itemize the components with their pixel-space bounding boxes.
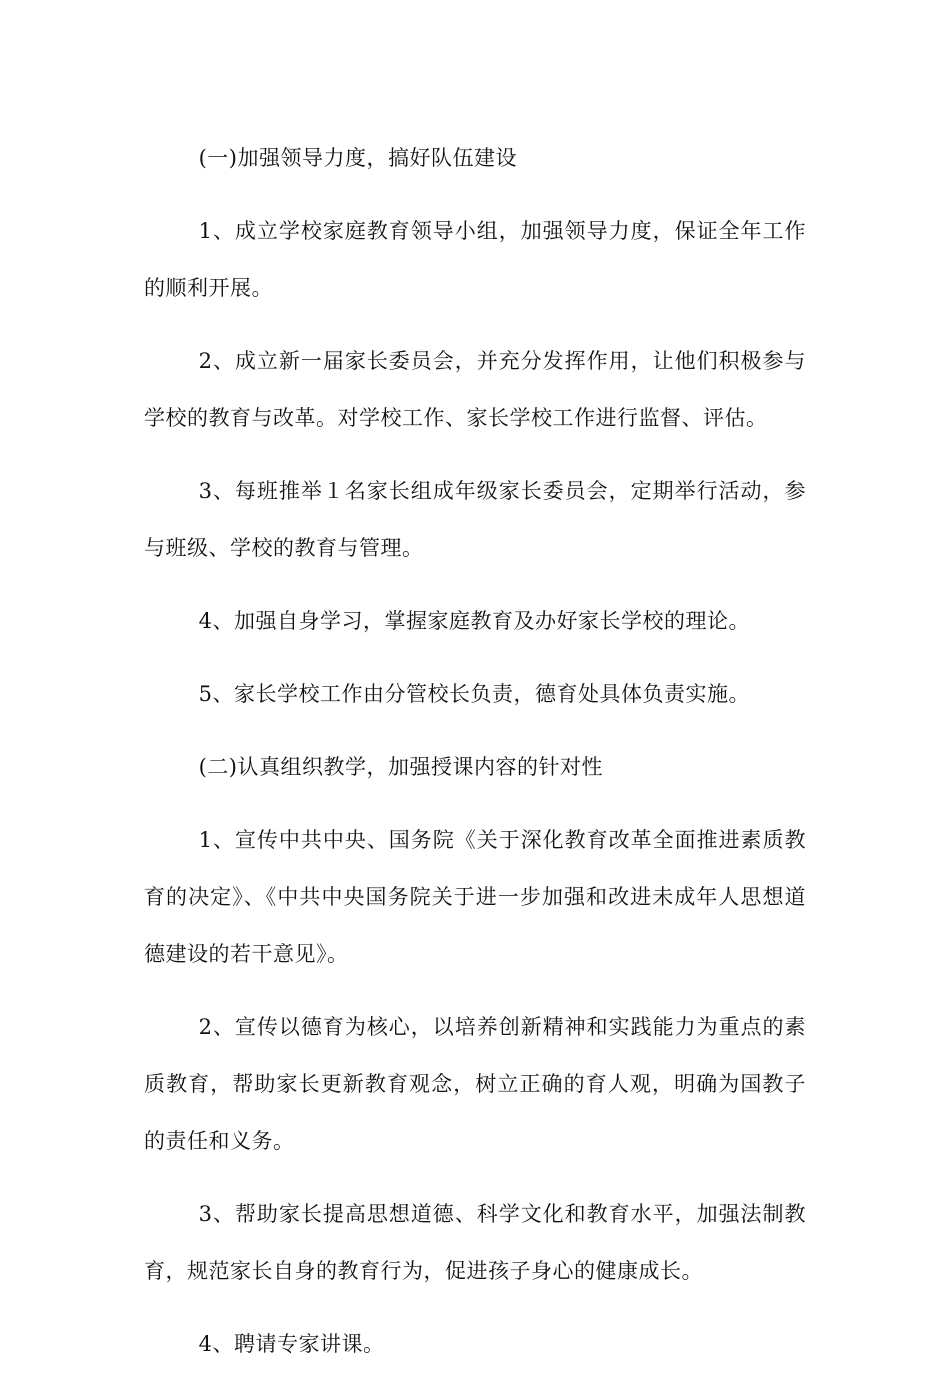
document-body	[144, 130, 806, 1389]
paragraph: 1、宣传中共中央、国务院《关于深化教育改革全面推进素质教育的决定》、《中共中央国务院关于进一步加强和改进未成年人思想道德建设的若干意见》。	[144, 828, 806, 966]
paragraph: 2、成立新一届家长委员会，并充分发挥作用，让他们积极参与学校的教育与改革。对学校工作、家长学校工作进行监督、评估。	[144, 349, 806, 430]
paragraph: 2、宣传以德育为核心，以培养创新精神和实践能力为重点的素质教育，帮助家长更新教育观念，树立正确的育人观，明确为国教子的责任和义务。	[144, 1015, 806, 1153]
section-heading-1: (一)加强领导力度，搞好队伍建设	[198, 146, 517, 170]
section-heading-2: (二)认真组织教学，加强授课内容的针对性	[198, 755, 603, 779]
paragraph: 5、家长学校工作由分管校长负责，德育处具体负责实施。	[198, 682, 750, 706]
paragraph: 1、成立学校家庭教育领导小组，加强领导力度，保证全年工作的顺利开展。	[144, 219, 806, 300]
paragraph: 3、每班推举１名家长组成年级家长委员会，定期举行活动，参与班级、学校的教育与管理。	[144, 479, 806, 560]
paragraph: 4、聘请专家讲课。	[198, 1332, 385, 1356]
paragraph: 4、加强自身学习，掌握家庭教育及办好家长学校的理论。	[198, 609, 750, 633]
paragraph: 3、帮助家长提高思想道德、科学文化和教育水平，加强法制教育，规范家长自身的教育行为，促进孩子身心的健康成长。	[144, 1202, 806, 1283]
